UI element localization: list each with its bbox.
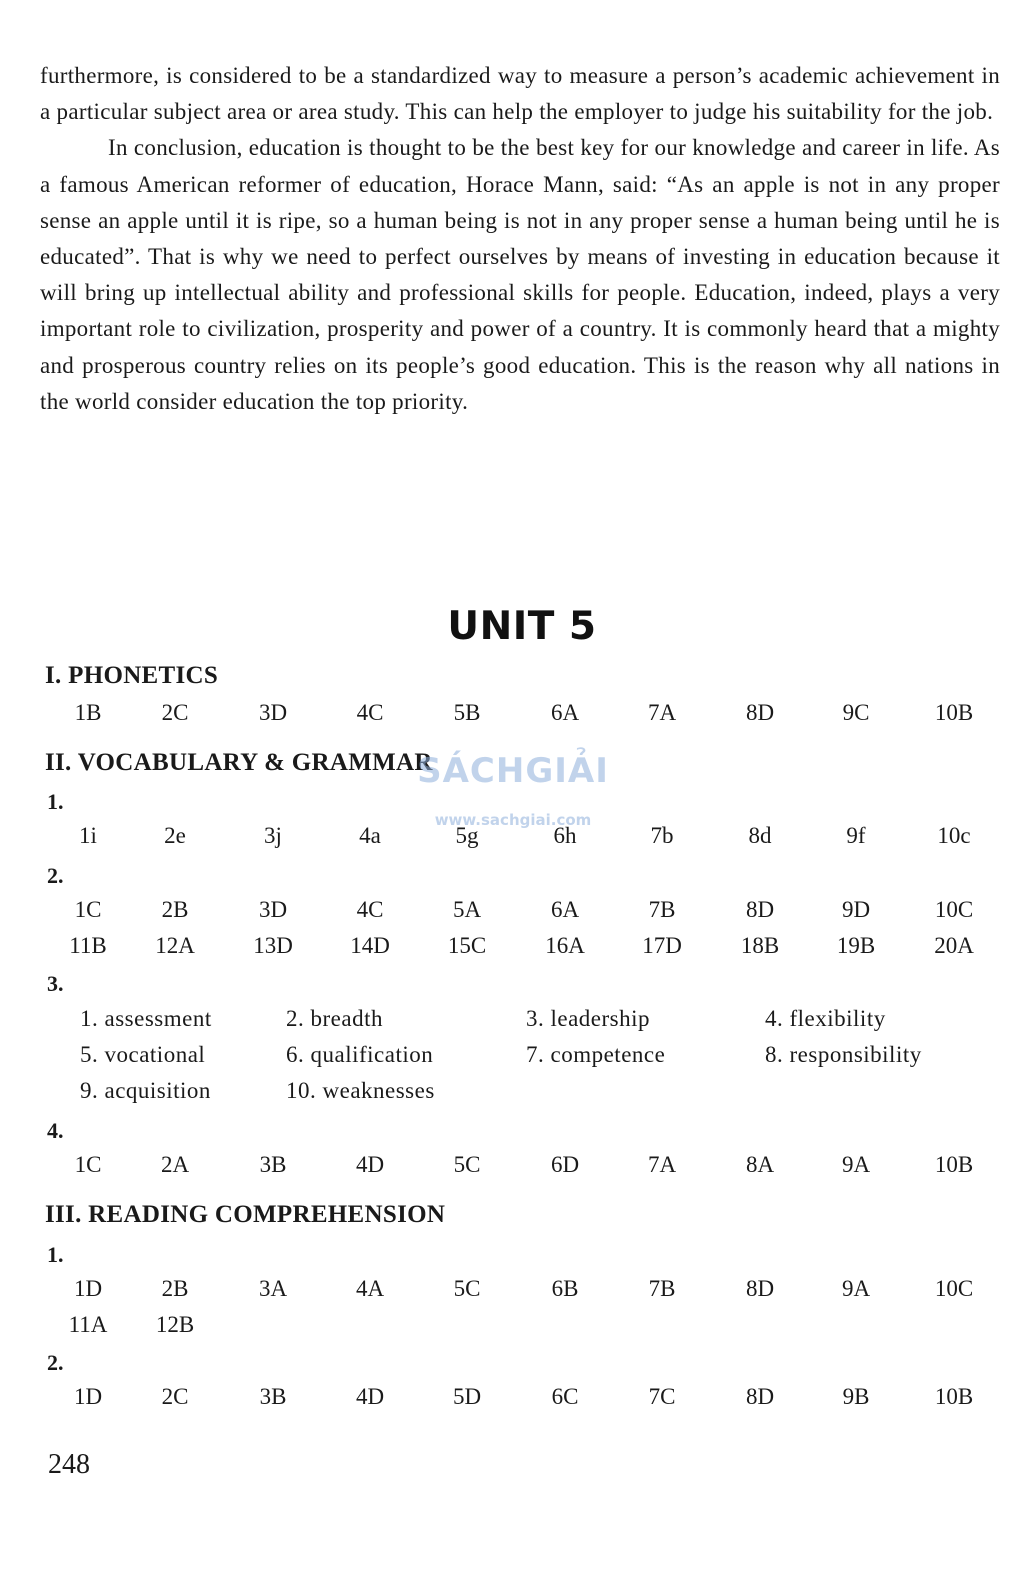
reading-exercise-2-label: 2. bbox=[47, 1350, 64, 1375]
answer-item: 12A bbox=[155, 933, 195, 958]
reading-exercise-2-answers bbox=[0, 1384, 1024, 1416]
answer-item: 3B bbox=[259, 1152, 287, 1177]
word-answer: 10. weaknesses bbox=[286, 1078, 435, 1103]
answer-item: 20A bbox=[934, 933, 974, 958]
answer-item: 18B bbox=[740, 933, 780, 958]
answer-item: 7A bbox=[647, 1152, 677, 1177]
word-answer: 5. vocational bbox=[80, 1042, 206, 1067]
answer-item: 2B bbox=[161, 897, 189, 922]
answer-item: 6C bbox=[551, 1384, 579, 1409]
answer-item: 14D bbox=[350, 933, 390, 958]
reading-exercise-1-label: 1. bbox=[47, 1242, 64, 1267]
word-answer: 8. responsibility bbox=[765, 1042, 922, 1067]
answer-item: 4C bbox=[356, 700, 384, 725]
answer-item: 10B bbox=[934, 1384, 974, 1409]
vocab-exercise-3-row-2 bbox=[0, 1042, 1024, 1076]
answer-item: 10B bbox=[934, 700, 974, 725]
vocab-exercise-4-label: 4. bbox=[47, 1118, 64, 1143]
answer-item: 13D bbox=[253, 933, 293, 958]
vocabulary-grammar-heading: II. VOCABULARY & GRAMMAR bbox=[45, 749, 433, 776]
answer-item: 6A bbox=[550, 700, 580, 725]
answer-item: 9f bbox=[846, 823, 866, 848]
answer-item: 5A bbox=[452, 897, 482, 922]
answer-item: 8A bbox=[745, 1152, 775, 1177]
answer-item: 1D bbox=[73, 1384, 103, 1409]
word-answer: 4. flexibility bbox=[765, 1006, 886, 1031]
answer-item: 9D bbox=[841, 897, 871, 922]
answer-item: 10C bbox=[934, 1276, 974, 1301]
answer-item: 10c bbox=[937, 823, 971, 848]
answer-item: 7C bbox=[648, 1384, 676, 1409]
unit-title: UNIT 5 bbox=[447, 604, 597, 649]
answer-item: 5C bbox=[453, 1276, 481, 1301]
answer-item: 12B bbox=[155, 1312, 195, 1337]
answer-item: 17D bbox=[642, 933, 682, 958]
vocab-exercise-1-label: 1. bbox=[47, 789, 64, 814]
watermark-logo bbox=[408, 735, 618, 835]
answer-item: 1B bbox=[74, 700, 102, 725]
answer-item: 3D bbox=[258, 700, 288, 725]
answer-item: 3B bbox=[259, 1384, 287, 1409]
answer-item: 5D bbox=[452, 1384, 482, 1409]
answer-item: 4a bbox=[359, 823, 381, 848]
word-answer: 2. breadth bbox=[286, 1006, 383, 1031]
answer-item: 7B bbox=[648, 1276, 676, 1301]
vocab-exercise-2-answers-row-1 bbox=[0, 897, 1024, 929]
passage bbox=[40, 58, 1000, 420]
answer-item: 2C bbox=[161, 700, 189, 725]
answer-item: 11A bbox=[68, 1312, 108, 1337]
answer-item: 6D bbox=[550, 1152, 580, 1177]
word-answer: 9. acquisition bbox=[80, 1078, 211, 1103]
passage-paragraph-1: furthermore, is considered to be a standardized way to measure a person’s academic achievement in a particular subject area or area study. This can help the employer to judge his suitability for the job. bbox=[40, 63, 1000, 125]
answer-item: 19B bbox=[836, 933, 876, 958]
answer-item: 9C bbox=[842, 700, 870, 725]
answer-item: 8D bbox=[745, 897, 775, 922]
answer-item: 10B bbox=[934, 1152, 974, 1177]
answer-item: 9A bbox=[841, 1276, 871, 1301]
answer-item: 7b bbox=[650, 823, 674, 848]
answer-item: 15C bbox=[447, 933, 487, 958]
answer-item: 3D bbox=[258, 897, 288, 922]
answer-item: 2B bbox=[161, 1276, 189, 1301]
passage-paragraph-2: In conclusion, education is thought to be the best key for our knowledge and career in life. As a famous American reformer of education, Horace Mann, said: “As an apple is not in any proper sense an apple until it is ripe, so a human being is not in any proper sense a human being until he is educated”. That is why we need to perfect ourselves by means of investing in education because it will bring up intellectual ability and professional skills for people. Education, indeed, plays a very important role to civilization, prosperity and power of a country. It is commonly heard that a mighty and prosperous country relies on its people’s good education. This is the reason why all nations in the world consider education the top priority. bbox=[40, 135, 1000, 414]
reading-exercise-1-answers-row-2 bbox=[0, 1312, 1024, 1344]
answer-item: 1i bbox=[79, 823, 97, 848]
answer-item: 1D bbox=[73, 1276, 103, 1301]
answer-item: 3j bbox=[264, 823, 282, 848]
answer-item: 3A bbox=[258, 1276, 288, 1301]
answer-item: 5g bbox=[455, 823, 479, 848]
answer-item: 6h bbox=[553, 823, 577, 848]
word-answer: 6. qualification bbox=[286, 1042, 434, 1067]
answer-item: 8d bbox=[748, 823, 772, 848]
phonetics-answers bbox=[0, 700, 1024, 732]
page-number: 248 bbox=[48, 1449, 90, 1480]
answer-item: 9B bbox=[842, 1384, 870, 1409]
answer-item: 11B bbox=[69, 933, 107, 958]
answer-item: 1C bbox=[74, 897, 102, 922]
reading-comprehension-heading: III. READING COMPREHENSION bbox=[45, 1201, 446, 1228]
answer-item: 5B bbox=[453, 700, 481, 725]
answer-item: 16A bbox=[545, 933, 585, 958]
answer-item: 4C bbox=[356, 897, 384, 922]
vocab-exercise-3-row-1 bbox=[0, 1006, 1024, 1040]
vocab-exercise-3-row-3 bbox=[0, 1078, 1024, 1112]
watermark-brand: SÁCHGIẢI bbox=[417, 751, 609, 791]
answer-item: 7A bbox=[647, 700, 677, 725]
word-answer: 7. competence bbox=[526, 1042, 666, 1067]
answer-item: 5C bbox=[453, 1152, 481, 1177]
phonetics-heading: I. PHONETICS bbox=[45, 662, 219, 689]
vocab-exercise-2-label: 2. bbox=[47, 863, 64, 888]
answer-item: 9A bbox=[841, 1152, 871, 1177]
vocab-exercise-3-label: 3. bbox=[47, 971, 64, 996]
word-answer: 1. assessment bbox=[80, 1006, 212, 1031]
word-answer: 3. leadership bbox=[526, 1006, 651, 1031]
answer-item: 8D bbox=[745, 1384, 775, 1409]
answer-item: 6A bbox=[550, 897, 580, 922]
answer-item: 2C bbox=[161, 1384, 189, 1409]
vocab-exercise-2-answers-row-2 bbox=[0, 933, 1024, 965]
vocab-exercise-4-answers bbox=[0, 1152, 1024, 1184]
watermark-url: www.sachgiai.com bbox=[434, 811, 592, 829]
answer-item: 1C bbox=[74, 1152, 102, 1177]
answer-item: 8D bbox=[745, 700, 775, 725]
answer-item: 2e bbox=[164, 823, 186, 848]
reading-exercise-1-answers-row-1 bbox=[0, 1276, 1024, 1308]
answer-item: 7B bbox=[648, 897, 676, 922]
answer-item: 4D bbox=[355, 1384, 385, 1409]
answer-item: 8D bbox=[745, 1276, 775, 1301]
answer-item: 4A bbox=[355, 1276, 385, 1301]
answer-item: 10C bbox=[934, 897, 974, 922]
answer-item: 2A bbox=[160, 1152, 190, 1177]
answer-item: 4D bbox=[355, 1152, 385, 1177]
answer-item: 6B bbox=[551, 1276, 579, 1301]
